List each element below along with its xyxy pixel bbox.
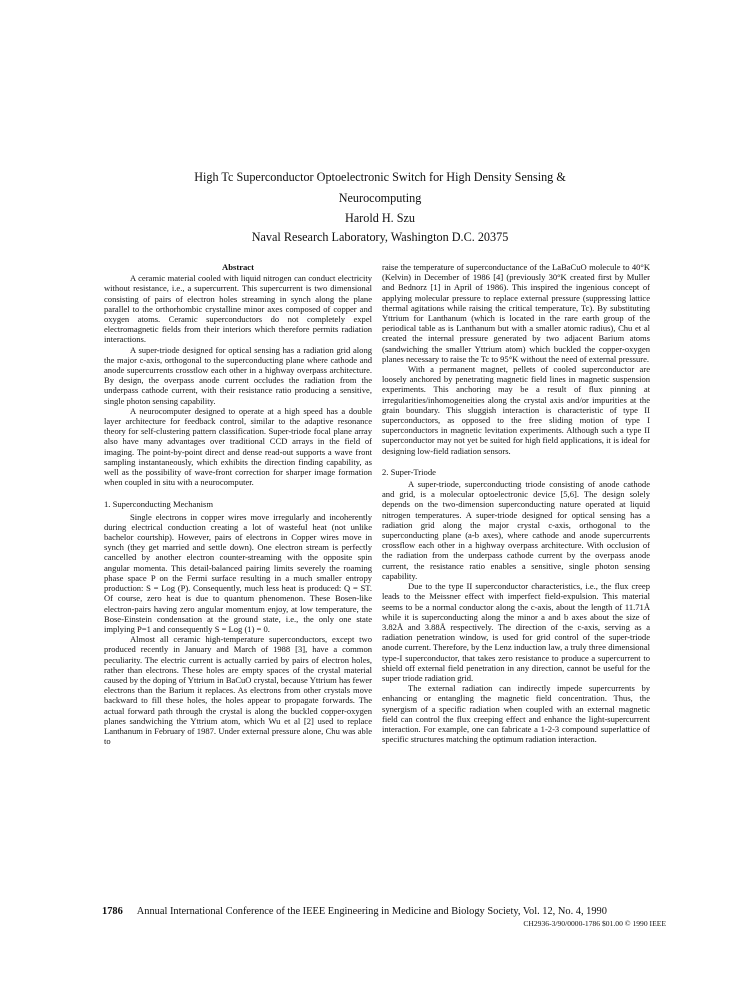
title-block: [100, 167, 660, 247]
abstract-heading: Abstract: [222, 262, 254, 272]
section-1-paragraph-2: Almost all ceramic high-temperature superconductors, except two produced recently in January and March of 1988 [3], have a common peculiarity. The electric current is actually carried by pairs of electron holes, rather than electrons. These holes are empty spaces of the crystal material caused by the doping of Yttrium in BaCuO crystal, because Yttrium has fewer electrons than the Barium it replaces. As electrons from other crystals move backward to fill these holes, the holes appear to propagate forwards. The actual forward path through the crystal is along the buckled copper-oxygen planes sandwiching the Yttrium atom, which Wu et al [2] used to replace Lanthanum in February of 1987. Under external pressure alone, Chu was able to: [104, 634, 372, 747]
section-2-paragraph-3: The external radiation can indirectly impede supercurrents by enhancing or entangling the magnetic field concentration. Thus, the synergism of a specific radiation when coupled with an external magnetic field can control the flux creeping effect and enhance the light-supercurrent interaction. For example, one can fabricate a 1-2-3 compound superlattice of specific structures matching the optimum radiation interaction.: [382, 683, 650, 745]
author-name: Harold H. Szu: [344, 211, 416, 225]
page-footer: [102, 905, 662, 919]
abstract-paragraph-3: A neurocomputer designed to operate at a high speed has a double layer architecture for feedback control, similar to the adaptive resonance theory for self-clustering pattern classification. Super-triode focal plane array also have many advantages over traditional CCD arrays in the field of imaging. The point-by-point direct and dense read-out supports a wave front sampling instantaneously, which exhibits the direction finding capability, as well as the possibility of wave-front correction for sharper image formation when coupled in situ with a neurocomputer.: [104, 405, 372, 488]
paper-title-line2: Neurocomputing: [338, 191, 422, 205]
abstract-paragraph-1: A ceramic material cooled with liquid nitrogen can conduct electricity without resistance, i.e., a supercurrent. This supercurrent is two dimensional consisting of pairs of electron holes streaming in synch along the plane parallel to the orthorhombic crystalline minor axes composed of copper and oxygen atoms. Ceramic superconductors do not completely expel electromagnetic fields from their interiors which therefore permits radiation interactions.: [104, 273, 372, 345]
footer-line: [102, 905, 662, 919]
right-column: [382, 262, 650, 744]
page-number: 1786: [102, 906, 123, 917]
section-1-paragraph-1: Single electrons in copper wires move irregularly and incoherently during electrical conduction creating a lot of wasteful heat (not unlike bachelor courtship). However, pairs of electrons in Copper wires move in synch (they get married and settle down). One electron stream is perfectly cancelled by another electron counter-streaming with the opposite spin angular momenta. This detail-balanced pairing limits severely the roaming phase space P on the Fermi surface resulting in a much smaller entropy production: S = Log (P). Consequently, much less heat is produced: Q = ST. Of course, zero heat is due to quantum phenomenon. These Bosen-like electron-pairs having zero angular momentum enjoy, at low temperature, the Bose-Einstein condensation at the ground state, i.e., the only one state implying P=1 and consequently S = Log (1) = 0.: [104, 511, 372, 634]
section-2-paragraph-2: Due to the type II superconductor characteristics, i.e., the flux creep leads to the Meissner effect with imperfect field-expulsion. This material seems to be a normal conductor along the c-axis, about the length of 11.71Å while it is superconducting along the minor a and b axes about the size of 3.82Å and 3.88Å respectively. The direction of the c-axis, serving as a radiation penetration window, is used for grid control of the super-triode anode current. Therefore, by the Lenz induction law, a truly three dimensional type-I superconductor, that takes zero resistance to produce a supercurrent to shield off external field penetration in any direction, cannot be useful for the super triode radiation grid.: [382, 581, 650, 683]
paper-title-line1: High Tc Superconductor Optoelectronic Switch for High Density Sensing &: [194, 170, 566, 184]
magnet-paragraph: With a permanent magnet, pellets of cooled superconductor are loosely anchored by penetrating magnetic field lines in magnetic suspension experiments. This anchoring may be a result of flux pinning at irregularities/inhomogeneities along the crystal axis and/or impurities at the grain boundary. This sluggish interaction is characteristic of type II superconductors, as opposed to the free sliding motion of type I superconductors in magnetic levitation experiments. Although such a type II superconductor may not yet be suited for high field applications, it is ideal for designing low-field radiation sensors.: [382, 364, 650, 456]
section-1-continued-paragraph: raise the temperature of superconductance of the LaBaCuO molecule to 40°K (Kelvin) in December of 1986 [4] (previously 30°K created first by Muller and Bednorz [1] in April of 1986). This inspired the ingenious concept of applying molecular pressure to replace external pressure (suppressing lattice thermal agitations while raising the critical temperature, Tc). By substituting Yttrium for Lanthanum (which is located in the rare earth group of the periodical table as is Lanthanum but with a smaller atomic radius), Chu et al created the internal pressure generated by two adjacent Barium atoms (sandwiching the smaller Yttrium atom) which buckled the copper-oxygen planes necessary to raise the Tc to 95°K without the need of external pressure.: [382, 262, 650, 364]
section-1-heading: 1. Superconducting Mechanism: [104, 499, 214, 510]
section-2-heading: 2. Super-Triode: [382, 466, 436, 477]
left-column: [104, 262, 372, 746]
section-2-paragraph-1: A super-triode, superconducting triode consisting of anode cathode and grid, is a molecular optoelectronic device [5,6]. The design solely depends on the two-dimension superconducting nature operated at liquid nitrogen temperatures. A super-triode designed for optical sensing has a radiation grid along the major crystal c-axis, orthogonal to the superconducting plane (a-b axes), where cathode and anode supercurrents crossflow each other in a highway overpass architecture. With occlusion of the radiation from the underpass cathode current by the overpass anode current, the resistance ratio enables a sensitive, single photon sensing capability.: [382, 479, 650, 581]
abstract-paragraph-2: A super-triode designed for optical sensing has a radiation grid along the major c-axis, orthogonal to the superconducting plane where cathode and anode supercurrents crosstlow each other in a highway overpass architecture. By design, the overpass anode current occludes the radiation from the underpass cathode current, with their resistance ratio producing a sensitive, single photon sensing capability.: [104, 344, 372, 406]
author-affiliation: Naval Research Laboratory, Washington D.C. 20375: [251, 230, 509, 244]
copyright-line: CH2936-3/90/0000-1786 $01.00 © 1990 IEEE: [523, 919, 666, 928]
conference-citation: Annual International Conference of the IEEE Engineering in Medicine and Biology Society, Vol. 12, No. 4, 1990: [136, 906, 607, 917]
